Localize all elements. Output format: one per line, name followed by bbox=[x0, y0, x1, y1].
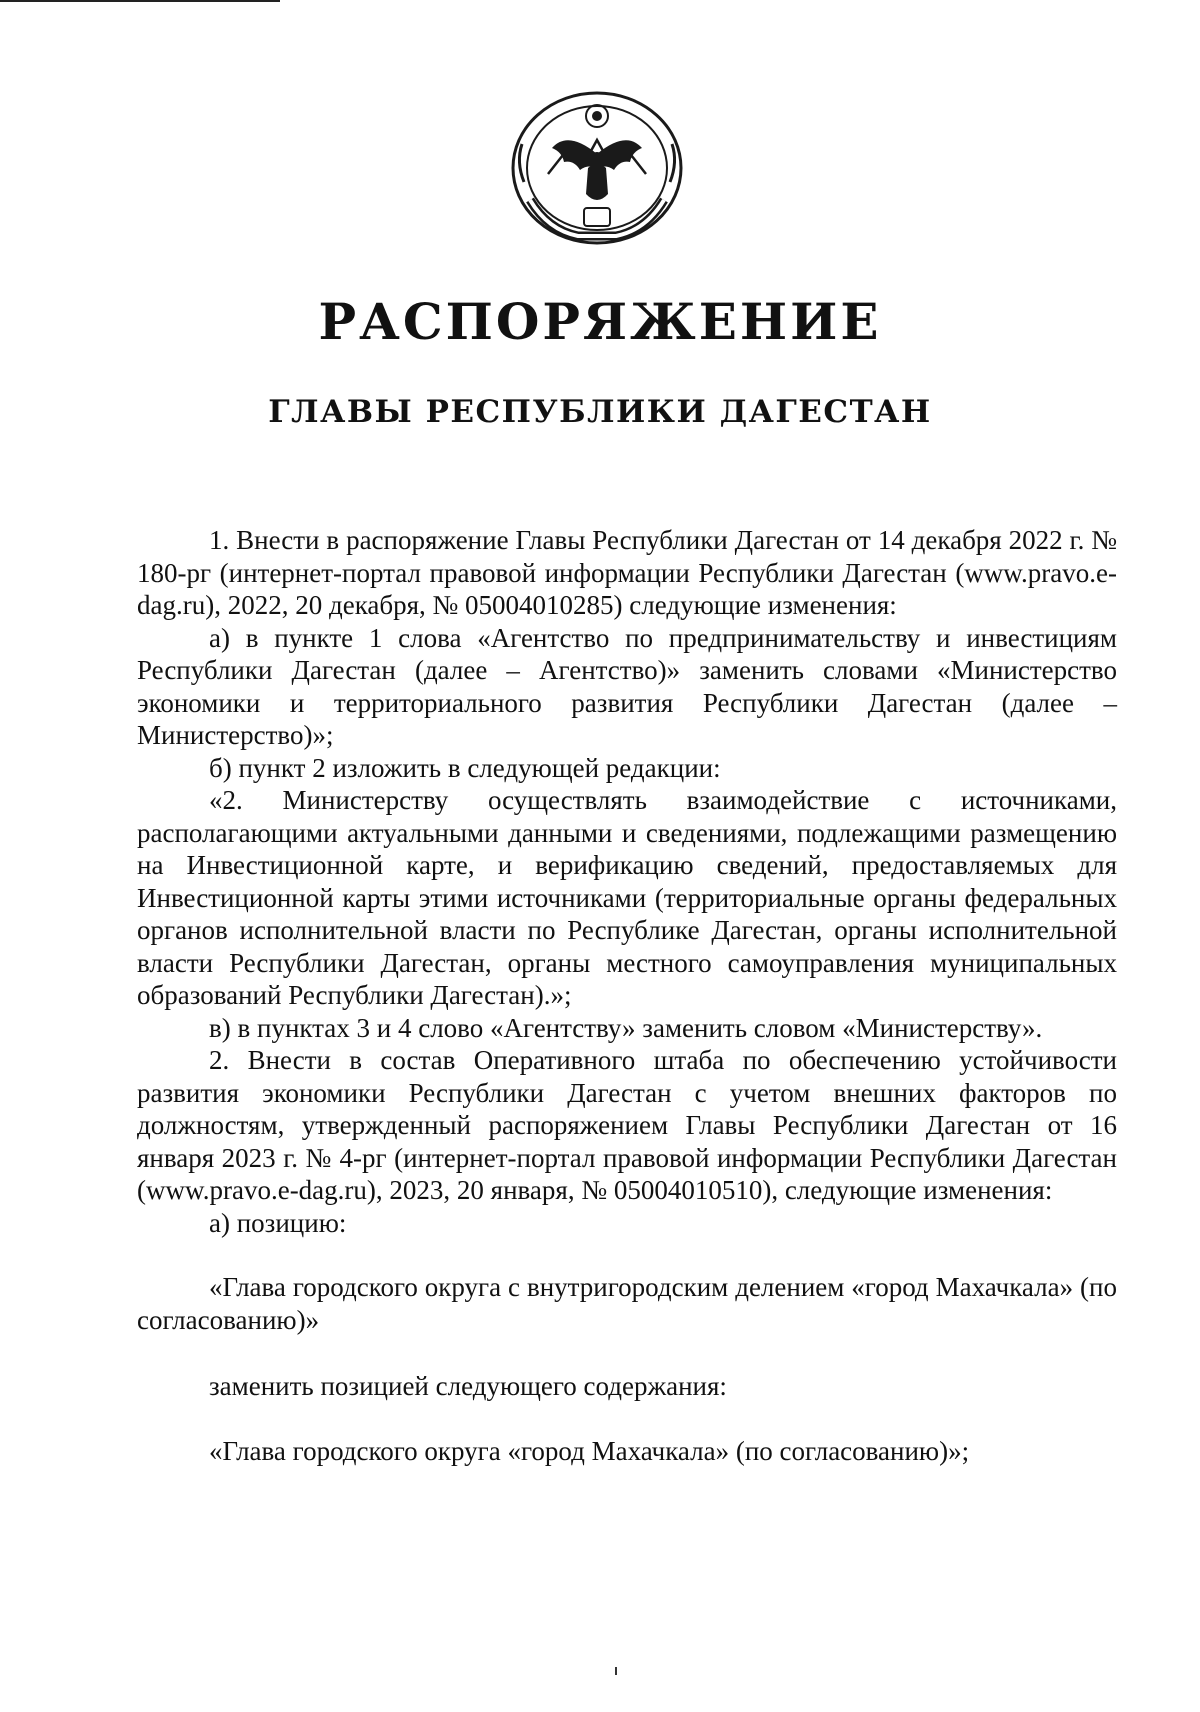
item-2a-paragraph: а) позицию: bbox=[209, 1207, 347, 1238]
scan-edge-mark bbox=[0, 0, 280, 2]
item-1b-new-text: «2. Министерству осуществлять взаимодействие с источниками, располагающими актуальными данными и сведениями, подлежащими размещению на Инвестиционной карте, и верификацию сведений, предоставляемых для Инвестиционной карты этими источниками (территориальные органы федеральных органов исполнительной власти по Республике Дагестан, органы исполнительной власти Республики Дагестан, органы местного самоуправления муниципальных образований Республики Дагестан).»; bbox=[137, 785, 1117, 1010]
item-1a-paragraph: а) в пункте 1 слова «Агентство по предпринимательству и инвестициям Республики Дагестан (далее – Агентство)» заменить словами «Министерство экономики и территориального развития Республики Дагестан (далее – Министерство)»; bbox=[137, 622, 1117, 750]
item-1c-paragraph: в) в пунктах 3 и 4 слово «Агентству» заменить словом «Министерству». bbox=[209, 1012, 1043, 1043]
item-1b-paragraph: б) пункт 2 изложить в следующей редакции: bbox=[209, 752, 721, 783]
item-2-paragraph: 2. Внести в состав Оперативного штаба по обеспечению устойчивости развития экономики Республики Дагестан с учетом внешних факторов по должностям, утвержденный распоряжением Главы Республики Дагестан от 16 января 2023 г. № 4-рг (интернет-портал правовой информации Республики Дагестан (www.pravo.e-dag.ru), 2023, 20 января, № 05004010510), следующие изменения: bbox=[137, 1045, 1117, 1205]
dagestan-coat-of-arms-icon bbox=[508, 90, 686, 248]
document-subtitle: ГЛАВЫ РЕСПУБЛИКИ ДАГЕСТАН bbox=[268, 394, 932, 430]
replace-instruction: заменить позицией следующего содержания: bbox=[209, 1371, 727, 1401]
new-position-text: «Глава городского округа «город Махачкала» (по согласованию)»; bbox=[209, 1435, 970, 1466]
old-position-text: «Глава городского округа с внутригородским делением «город Махачкала» (по согласованию)» bbox=[137, 1272, 1117, 1335]
page-mark bbox=[615, 1667, 617, 1675]
item-1-paragraph: 1. Внести в распоряжение Главы Республики Дагестан от 14 декабря 2022 г. № 180-рг (интернет-портал правовой информации Республики Дагестан (www.pravo.e-dag.ru), 2022, 20 декабря, № 05004010285) следующие изменения: bbox=[137, 525, 1117, 620]
document-title: РАСПОРЯЖЕНИЕ bbox=[318, 292, 882, 351]
document-body bbox=[137, 524, 1117, 1467]
